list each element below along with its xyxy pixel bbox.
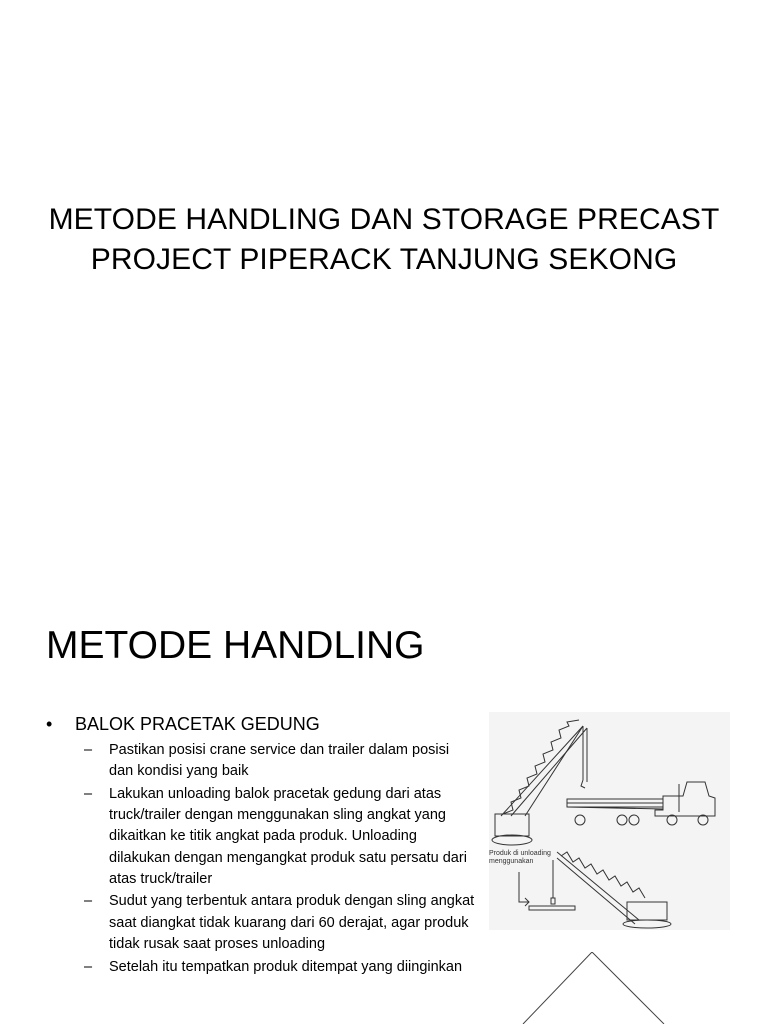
sling-triangle-drawing (520, 952, 670, 1024)
bullet-item (46, 712, 476, 736)
bullet-content (46, 712, 476, 979)
content-slide (0, 580, 768, 1024)
sub-bullet-list (46, 740, 476, 978)
triangle-illustration (520, 952, 670, 1024)
crane-drawing (489, 712, 730, 930)
crane-cab-top (495, 814, 529, 836)
crane-illustration (489, 712, 730, 930)
sub-bullet-text: Setelah itu tempatkan produk ditempat yang diinginkan (109, 958, 463, 975)
sub-bullet-item (46, 784, 476, 890)
illustration-caption: Produk di unloading menggunakan (489, 850, 551, 865)
sub-bullet-item (46, 891, 476, 955)
title-line-2: PROJECT PIPERACK TANJUNG SEKONG (90, 243, 678, 276)
slide-title (30, 200, 738, 280)
sub-bullet-text: Sudut yang terbentuk antara produk dengan sling angkat saat diangkat tidak kuarang dari 60 derajat, agar produk tidak rusak saat proses unloading (109, 893, 475, 952)
dash-marker: – (84, 958, 93, 975)
sub-bullet-item (46, 740, 476, 782)
title-line-1: METODE HANDLING DAN STORAGE PRECAST (48, 203, 720, 236)
sub-bullet-item (46, 957, 476, 978)
dash-marker: – (84, 785, 93, 802)
bullet-marker: • (46, 714, 53, 734)
slide-heading: METODE HANDLING (46, 624, 425, 667)
dash-marker: – (84, 742, 93, 758)
sub-bullet-text: Pastikan posisi crane service dan trailer dalam posisi dan kondisi yang baik (109, 742, 450, 780)
dash-marker: – (84, 893, 93, 910)
sub-bullet-text: Lakukan unloading balok pracetak gedung dari atas truck/trailer dengan menggunakan sling angkat yang dikaitkan ke titik angkat pada produk. Unloading dilakukan dengan mengangkat produk satu persatu dari atas truck/trailer (109, 785, 467, 887)
bullet-label: BALOK PRACETAK GEDUNG (75, 714, 320, 734)
